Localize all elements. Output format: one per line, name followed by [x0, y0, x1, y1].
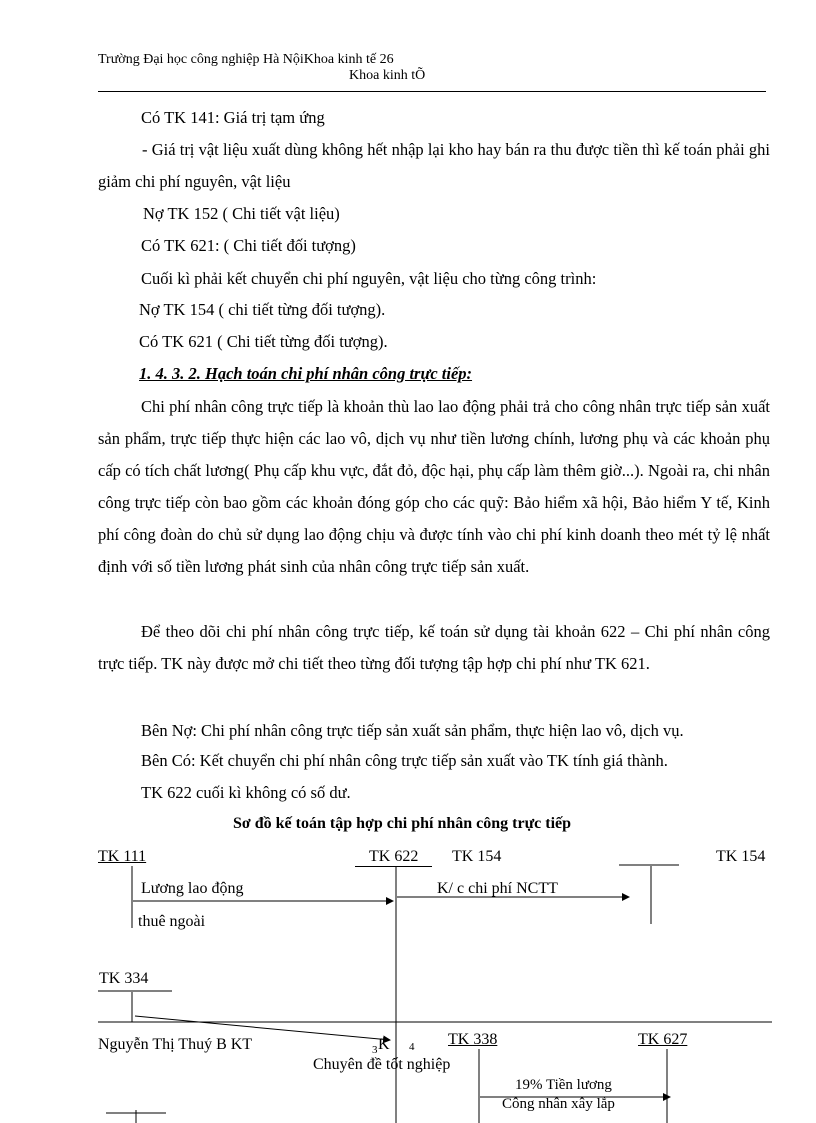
tk334-label: TK 334	[99, 970, 149, 987]
line-co-tk621: Có TK 621: ( Chi tiết đối tượng)	[141, 236, 356, 255]
para-gia-tri-vat-lieu: - Giá trị vật liệu xuất dùng không hết nhập lại kho hay bán ra thu được tiền thì kế toán phải ghi giảm chi phí nguyên, vật liệu	[98, 140, 770, 191]
line-co-tk141: Có TK 141: Giá trị tạm ứng	[141, 108, 325, 127]
cong-nhan-xay-lap-label: Công nhân xây lắp	[502, 1096, 615, 1112]
diagram-title: Sơ đồ kế toán tập hợp chi phí nhân công trực tiếp	[233, 815, 572, 832]
footer-page-K: K	[378, 1036, 390, 1053]
thue-ngoai-label: thuê ngoài	[138, 913, 206, 930]
footer-topic: Chuyên đề tốt nghiệp	[313, 1056, 451, 1073]
line-ben-co: Bên Có: Kết chuyển chi phí nhân công trực tiếp sản xuất vào TK tính giá thành.	[141, 751, 668, 770]
tk111-label: TK 111	[98, 848, 147, 865]
tk338-label: TK 338	[448, 1031, 498, 1048]
footer-author: Nguyễn Thị Thuý B KT	[98, 1036, 253, 1053]
ti-le-tien-luong-label: 19% Tiền lương	[515, 1077, 612, 1093]
tk622-label: TK 622	[355, 848, 432, 867]
footer-page-4: 4	[409, 1041, 415, 1053]
section-heading: 1. 4. 3. 2. Hạch toán chi phí nhân công trực tiếp:	[139, 364, 473, 383]
tk627-label: TK 627	[638, 1031, 688, 1048]
line-no-tk154: Nợ TK 154 ( chi tiết từng đối tượng).	[139, 300, 386, 319]
para-theo-doi: Để theo dõi chi phí nhân công trực tiếp, kế toán sử dụng tài khoản 622 – Chi phí nhân công trực tiếp. TK này được mở chi tiết theo từng đối tượng tập hợp chi phí như TK 621.	[98, 622, 770, 673]
para-chi-phi-nhan-cong: Chi phí nhân công trực tiếp là khoản thù lao lao động phải trả cho công nhân trực tiếp sản xuất sản phẩm, trực tiếp thực hiện các lao vô, dịch vụ như tiền lương chính, lương phụ và các khoản phụ cấp có tích chất lương( Phụ cấp khu vực, đắt đỏ, độc hại, phụ cấp làm thêm giờ...). Ngoài ra, chi nhân công trực tiếp còn bao gồm các khoản đóng góp cho các quỹ: Bảo hiểm xã hội, Bảo hiểm Y tế, Kinh phí công đoàn do chủ sử dụng lao động chịu và được tính vào chi phí kinh doanh theo mét tỷ lệ nhất định với số tiền lương phát sinh của nhân công trực tiếp sản xuất.	[98, 397, 770, 576]
tk154-label-a: TK 154	[452, 848, 502, 865]
footer-page-3: 3	[372, 1044, 378, 1056]
tk154-label-b: TK 154	[716, 848, 766, 865]
line-tk622-so-du: TK 622 cuối kì không có số dư.	[141, 783, 351, 802]
luong-lao-dong-label: Lương lao động	[141, 880, 244, 897]
line-ben-no: Bên Nợ: Chi phí nhân công trực tiếp sản xuất sản phẩm, thực hiện lao vô, dịch vụ.	[141, 721, 684, 740]
header-school: Trường Đại học công nghiệp Hà NộiKhoa kinh tế 26	[98, 52, 394, 67]
line-no-tk152: Nợ TK 152 ( Chi tiết vật liệu)	[143, 204, 340, 223]
kc-chi-phi-label: K/ c chi phí NCTT	[437, 880, 558, 897]
line-co-tk621-b: Có TK 621 ( Chi tiết từng đối tượng).	[139, 332, 388, 351]
line-cuoi-ki: Cuối kì phải kết chuyển chi phí nguyên, vật liệu cho từng công trình:	[141, 269, 597, 288]
header-faculty: Khoa kinh tÕ	[349, 68, 426, 83]
